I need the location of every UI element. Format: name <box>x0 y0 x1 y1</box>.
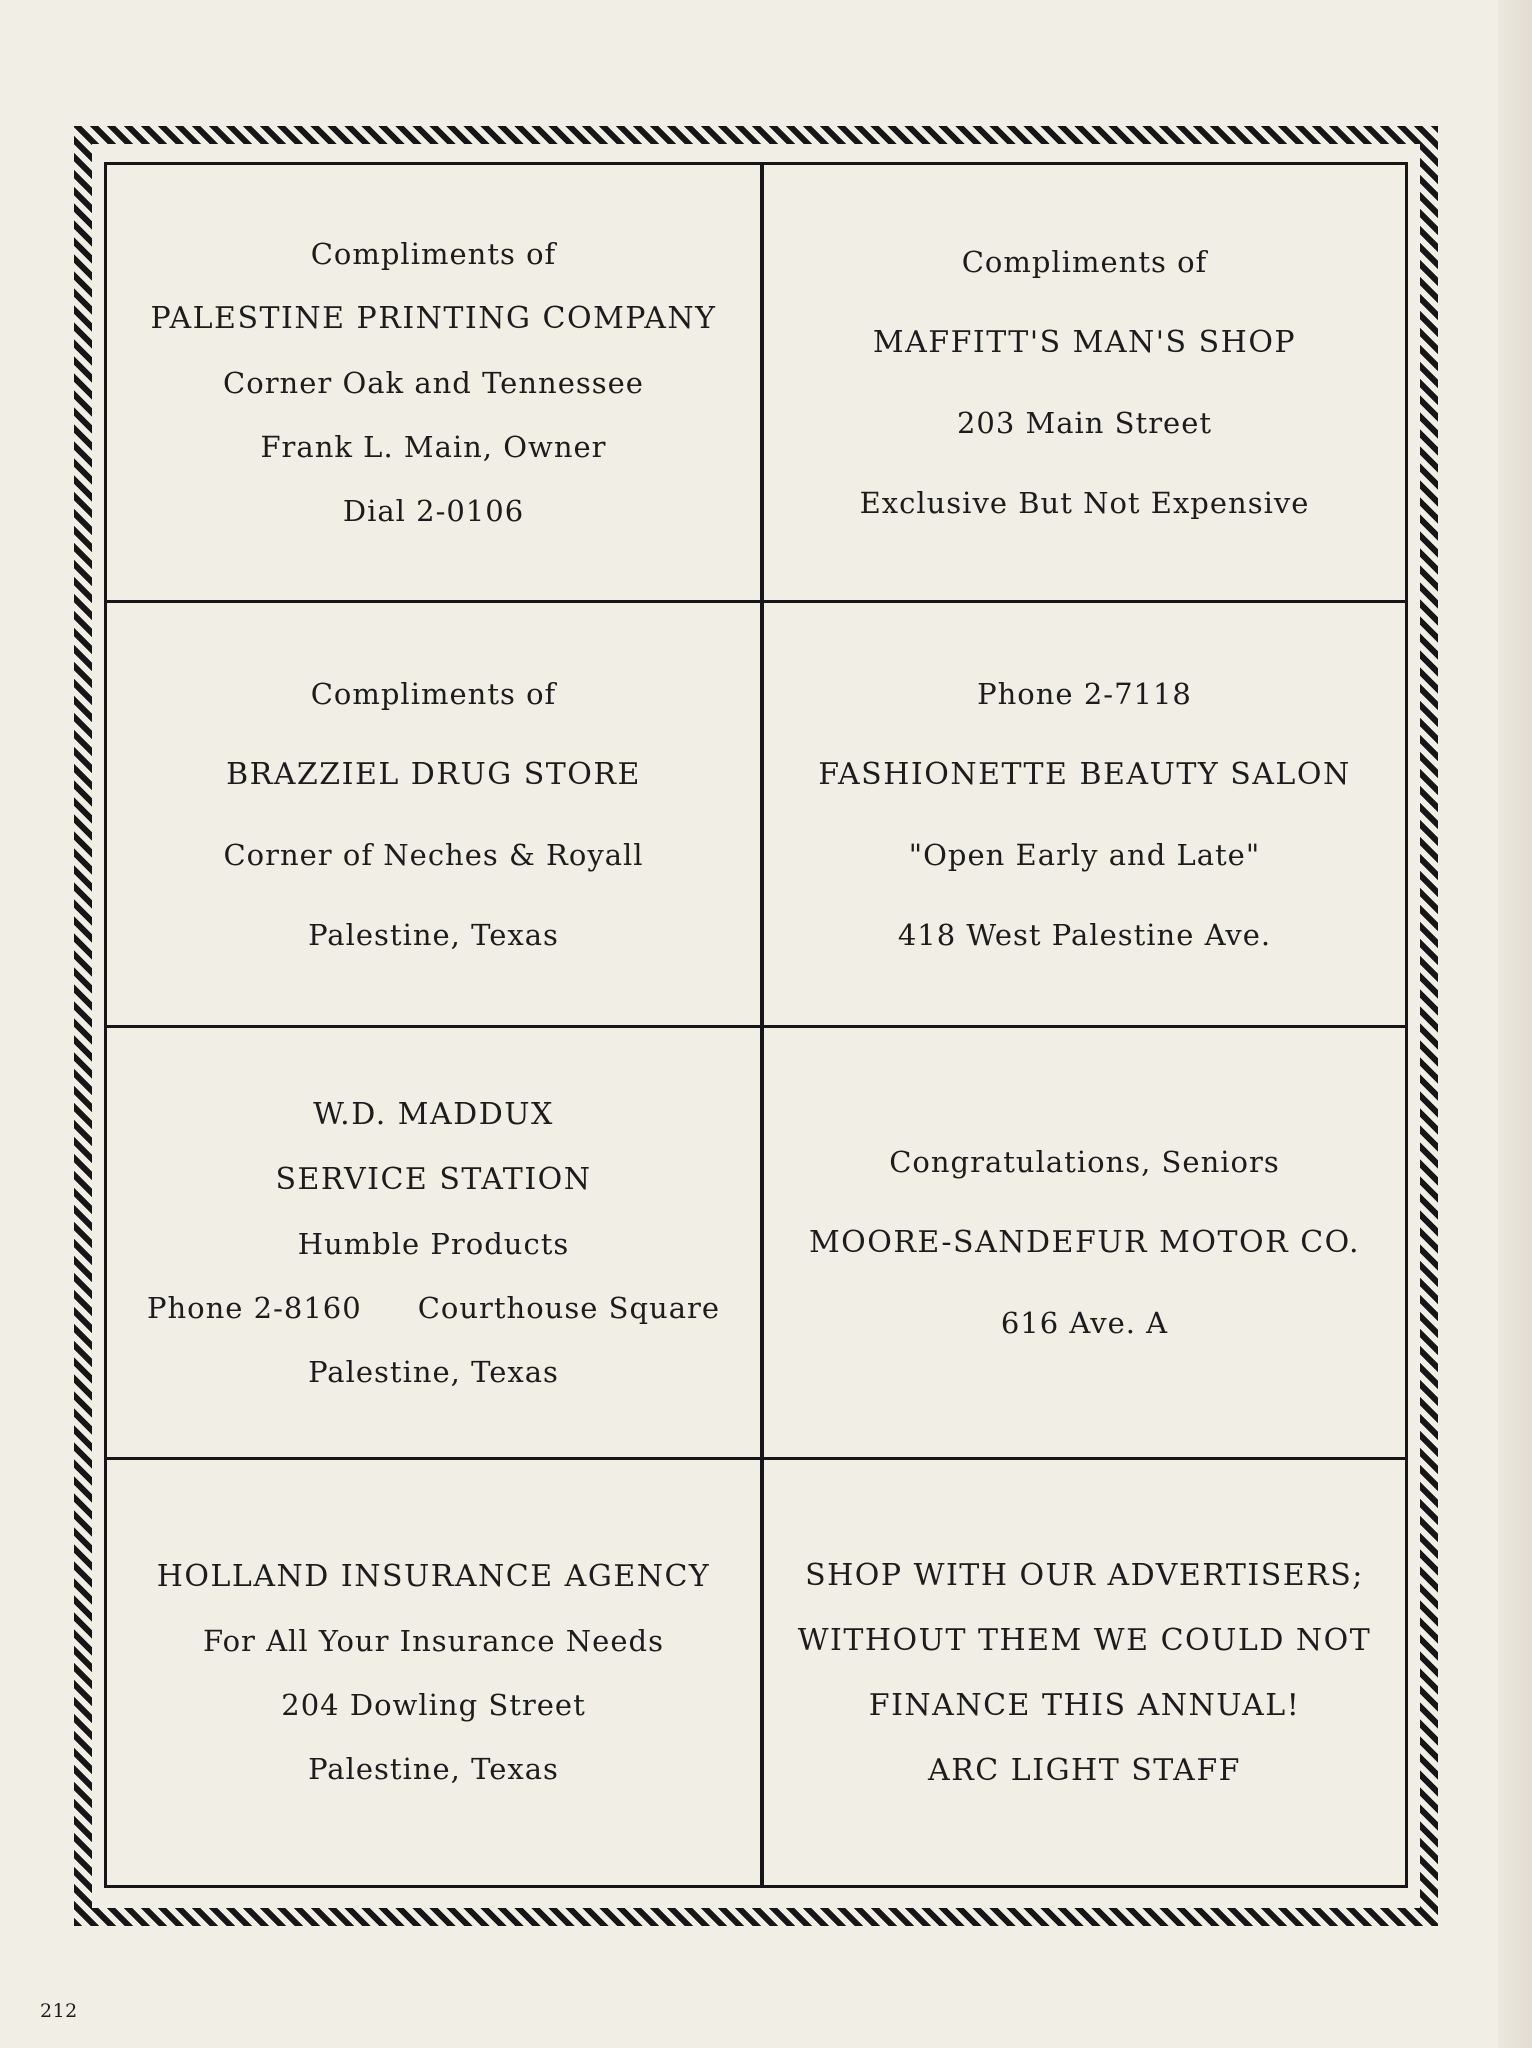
ad-business-name: FASHIONETTE BEAUTY SALON <box>818 756 1351 792</box>
ad-phone: Phone 2-8160 <box>146 1290 362 1325</box>
ad-intro: Compliments of <box>961 245 1208 279</box>
ad-business-name: MOORE-SANDEFUR MOTOR CO. <box>808 1225 1361 1260</box>
ad-slogan: For All Your Insurance Needs <box>203 1624 664 1658</box>
ad-intro: Compliments of <box>310 237 557 271</box>
ad-business-name: W.D. MADDUX <box>313 1096 554 1132</box>
page-number: 212 <box>40 2000 78 2022</box>
ad-business-name: PALESTINE PRINTING COMPANY <box>150 301 717 336</box>
ad-city: Palestine, Texas <box>308 1752 559 1786</box>
ad-address: 616 Ave. A <box>1000 1306 1169 1340</box>
ad-address: Corner Oak and Tennessee <box>223 366 644 400</box>
ad-slogan: Exclusive But Not Expensive <box>859 486 1310 520</box>
ad-intro: Compliments of <box>310 676 557 711</box>
ad-brazziel <box>107 600 764 1025</box>
ad-address: Courthouse Square <box>417 1290 721 1325</box>
staff-signature: ARC LIGHT STAFF <box>928 1752 1241 1788</box>
ad-business-type: SERVICE STATION <box>275 1161 592 1197</box>
ad-phone: Dial 2-0106 <box>342 494 525 528</box>
ad-fashionette <box>764 600 1405 1025</box>
ad-address: 203 Main Street <box>956 406 1213 440</box>
ad-palestine-printing <box>107 165 764 600</box>
ad-products: Humble Products <box>297 1226 570 1261</box>
ad-grid <box>104 162 1408 1888</box>
ad-slogan: "Open Early and Late" <box>908 837 1261 872</box>
ad-business-name: BRAZZIEL DRUG STORE <box>226 756 641 792</box>
staff-note-line: WITHOUT THEM WE COULD NOT <box>797 1622 1372 1658</box>
page-edge <box>1498 0 1532 2048</box>
ad-holland <box>107 1457 764 1885</box>
ad-staff-note <box>764 1457 1405 1885</box>
ad-moore-sandefur <box>764 1025 1405 1457</box>
ad-address: 418 West Palestine Ave. <box>897 917 1272 952</box>
ad-address: 204 Dowling Street <box>281 1688 586 1722</box>
ad-business-name: MAFFITT'S MAN'S SHOP <box>872 325 1297 360</box>
ad-contact-line <box>147 1291 720 1325</box>
ad-intro: Congratulations, Seniors <box>889 1145 1280 1179</box>
ad-maddux <box>107 1025 764 1457</box>
ad-phone: Phone 2-7118 <box>977 676 1192 711</box>
ad-maffitts <box>764 165 1405 600</box>
staff-note-line: FINANCE THIS ANNUAL! <box>868 1687 1301 1723</box>
ad-business-name: HOLLAND INSURANCE AGENCY <box>156 1559 711 1594</box>
ad-city: Palestine, Texas <box>308 1354 559 1389</box>
staff-note-line: SHOP WITH OUR ADVERTISERS; <box>805 1557 1364 1593</box>
ad-owner: Frank L. Main, Owner <box>260 430 607 464</box>
ad-city: Palestine, Texas <box>308 917 559 952</box>
ad-address: Corner of Neches & Royall <box>223 837 644 872</box>
